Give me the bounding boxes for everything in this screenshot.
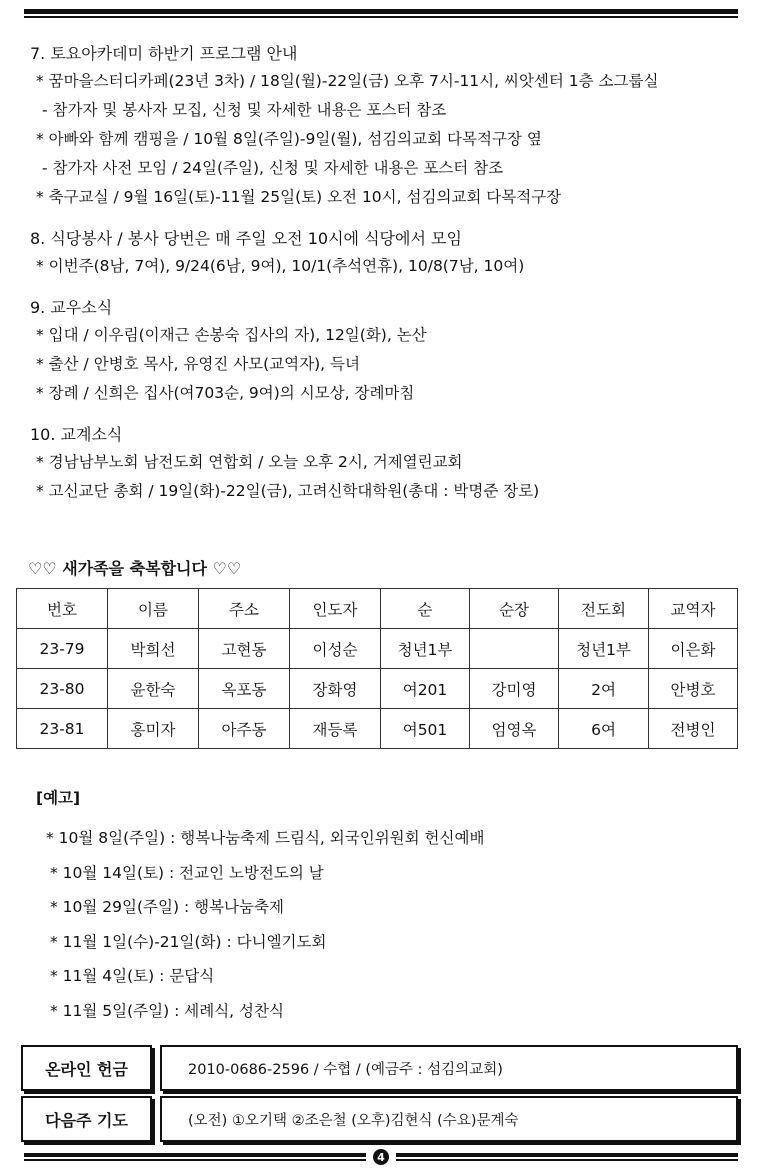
notices-section xyxy=(30,40,750,519)
table-cell: 청년1부 xyxy=(559,629,649,669)
table-cell: 6여 xyxy=(559,709,649,749)
preview-title: [예고] xyxy=(36,789,81,807)
page-number: 4 xyxy=(373,1149,389,1165)
top-rule xyxy=(24,9,738,18)
footer xyxy=(24,1149,738,1167)
table-header-row xyxy=(17,589,738,629)
table-cell: 아주동 xyxy=(199,709,290,749)
preview-item: * 11월 5일(주일) : 세례식, 성찬식 xyxy=(50,1001,284,1020)
prayer-row xyxy=(21,1096,739,1142)
prayer-value: (오전) ①오기택 ②조은철 (오후)김현식 (수요)문계숙 xyxy=(160,1096,738,1142)
table-cell: 여201 xyxy=(381,669,470,709)
table-cell xyxy=(470,629,559,669)
table-cell: 23-79 xyxy=(17,629,108,669)
table-cell: 이은화 xyxy=(649,629,738,669)
column-header: 주소 xyxy=(199,589,290,629)
table-cell: 전병인 xyxy=(649,709,738,749)
table-cell: 여501 xyxy=(381,709,470,749)
notice-section xyxy=(30,40,750,212)
column-header: 순장 xyxy=(470,589,559,629)
notice-line: * 경남남부노회 남전도회 연합회 / 오늘 오후 2시, 거제열린교회 xyxy=(36,453,463,471)
preview-item: * 10월 29일(주일) : 행복나눔축제 xyxy=(50,898,284,916)
notice-section xyxy=(30,225,750,281)
table-cell: 청년1부 xyxy=(381,629,470,669)
table-cell: 23-81 xyxy=(17,709,108,749)
offering-value: 2010-0686-2596 / 수협 / (예금주 : 섬김의교회) xyxy=(160,1045,738,1091)
notice-line: * 아빠와 함께 캠핑을 / 10월 8일(주일)-9일(월), 섬김의교회 다목적구장 옆 xyxy=(36,130,542,148)
preview-item: * 11월 4일(토) : 문답식 xyxy=(50,967,215,985)
preview-section xyxy=(36,786,736,1028)
table-cell: 강미영 xyxy=(470,669,559,709)
table-cell: 장화영 xyxy=(290,669,381,709)
notice-section xyxy=(30,421,750,506)
notice-line: - 참가자 및 봉사자 모집, 신청 및 자세한 내용은 포스터 참조 xyxy=(42,101,447,119)
column-header: 교역자 xyxy=(649,589,738,629)
notice-title: 7. 토요아카데미 하반기 프로그램 안내 xyxy=(30,44,298,63)
column-header: 전도회 xyxy=(559,589,649,629)
table-cell: 박희선 xyxy=(108,629,199,669)
notice-line: * 축구교실 / 9월 16일(토)-11월 25일(토) 오전 10시, 섬김의교회 다목적구장 xyxy=(36,188,562,206)
table-row xyxy=(17,709,738,749)
table-cell: 옥포동 xyxy=(199,669,290,709)
new-family-table xyxy=(16,588,738,749)
table-cell: 2여 xyxy=(559,669,649,709)
notice-section xyxy=(30,294,750,408)
table-cell: 23-80 xyxy=(17,669,108,709)
notice-line: * 장례 / 신희은 집사(여703순, 9여)의 시모상, 장례마침 xyxy=(36,384,415,402)
table-cell: 윤한숙 xyxy=(108,669,199,709)
preview-item: * 10월 14일(토) : 전교인 노방전도의 날 xyxy=(50,863,324,882)
new-family-title: ♡♡ 새가족을 축복합니다 ♡♡ xyxy=(28,559,242,578)
column-header: 번호 xyxy=(17,589,108,629)
notice-title: 9. 교우소식 xyxy=(30,298,113,317)
prayer-label: 다음주 기도 xyxy=(21,1096,152,1142)
preview-list xyxy=(36,821,736,1028)
footer-rule-right xyxy=(396,1153,738,1161)
table-cell: 고현동 xyxy=(199,629,290,669)
table-cell: 이성순 xyxy=(290,629,381,669)
notice-line: * 출산 / 안병호 목사, 유영진 사모(교역자), 득녀 xyxy=(36,355,360,373)
offering-row xyxy=(21,1045,739,1091)
table-cell: 엄영옥 xyxy=(470,709,559,749)
table-cell: 재등록 xyxy=(290,709,381,749)
table-cell: 홍미자 xyxy=(108,709,199,749)
column-header: 인도자 xyxy=(290,589,381,629)
column-header: 이름 xyxy=(108,589,199,629)
offering-label: 온라인 헌금 xyxy=(21,1045,152,1091)
notice-title: 8. 식당봉사 / 봉사 당번은 매 주일 오전 10시에 식당에서 모임 xyxy=(30,229,462,248)
notice-line: * 꿈마을스터디카페(23년 3차) / 18일(월)-22일(금) 오후 7시-11시, 씨앗센터 1층 소그룹실 xyxy=(36,72,659,90)
table-cell: 안병호 xyxy=(649,669,738,709)
preview-item: * 10월 8일(주일) : 행복나눔축제 드림식, 외국인위원회 헌신예배 xyxy=(46,829,485,847)
notice-line: * 입대 / 이우림(이재근 손봉숙 집사의 자), 12일(화), 논산 xyxy=(36,326,427,344)
notice-line: - 참가자 사전 모임 / 24일(주일), 신청 및 자세한 내용은 포스터 참조 xyxy=(42,159,504,177)
notice-line: * 고신교단 총회 / 19일(화)-22일(금), 고려신학대학원(총대 : 박명준 장로) xyxy=(36,482,540,500)
column-header: 순 xyxy=(381,589,470,629)
table-row xyxy=(17,669,738,709)
preview-item: * 11월 1일(수)-21일(화) : 다니엘기도회 xyxy=(50,932,327,951)
notice-title: 10. 교계소식 xyxy=(30,425,123,444)
notice-line: * 이번주(8남, 7여), 9/24(6남, 9여), 10/1(추석연휴), 10/8(7남, 10여) xyxy=(36,257,525,275)
footer-rule-left xyxy=(24,1153,366,1161)
table-row xyxy=(17,629,738,669)
